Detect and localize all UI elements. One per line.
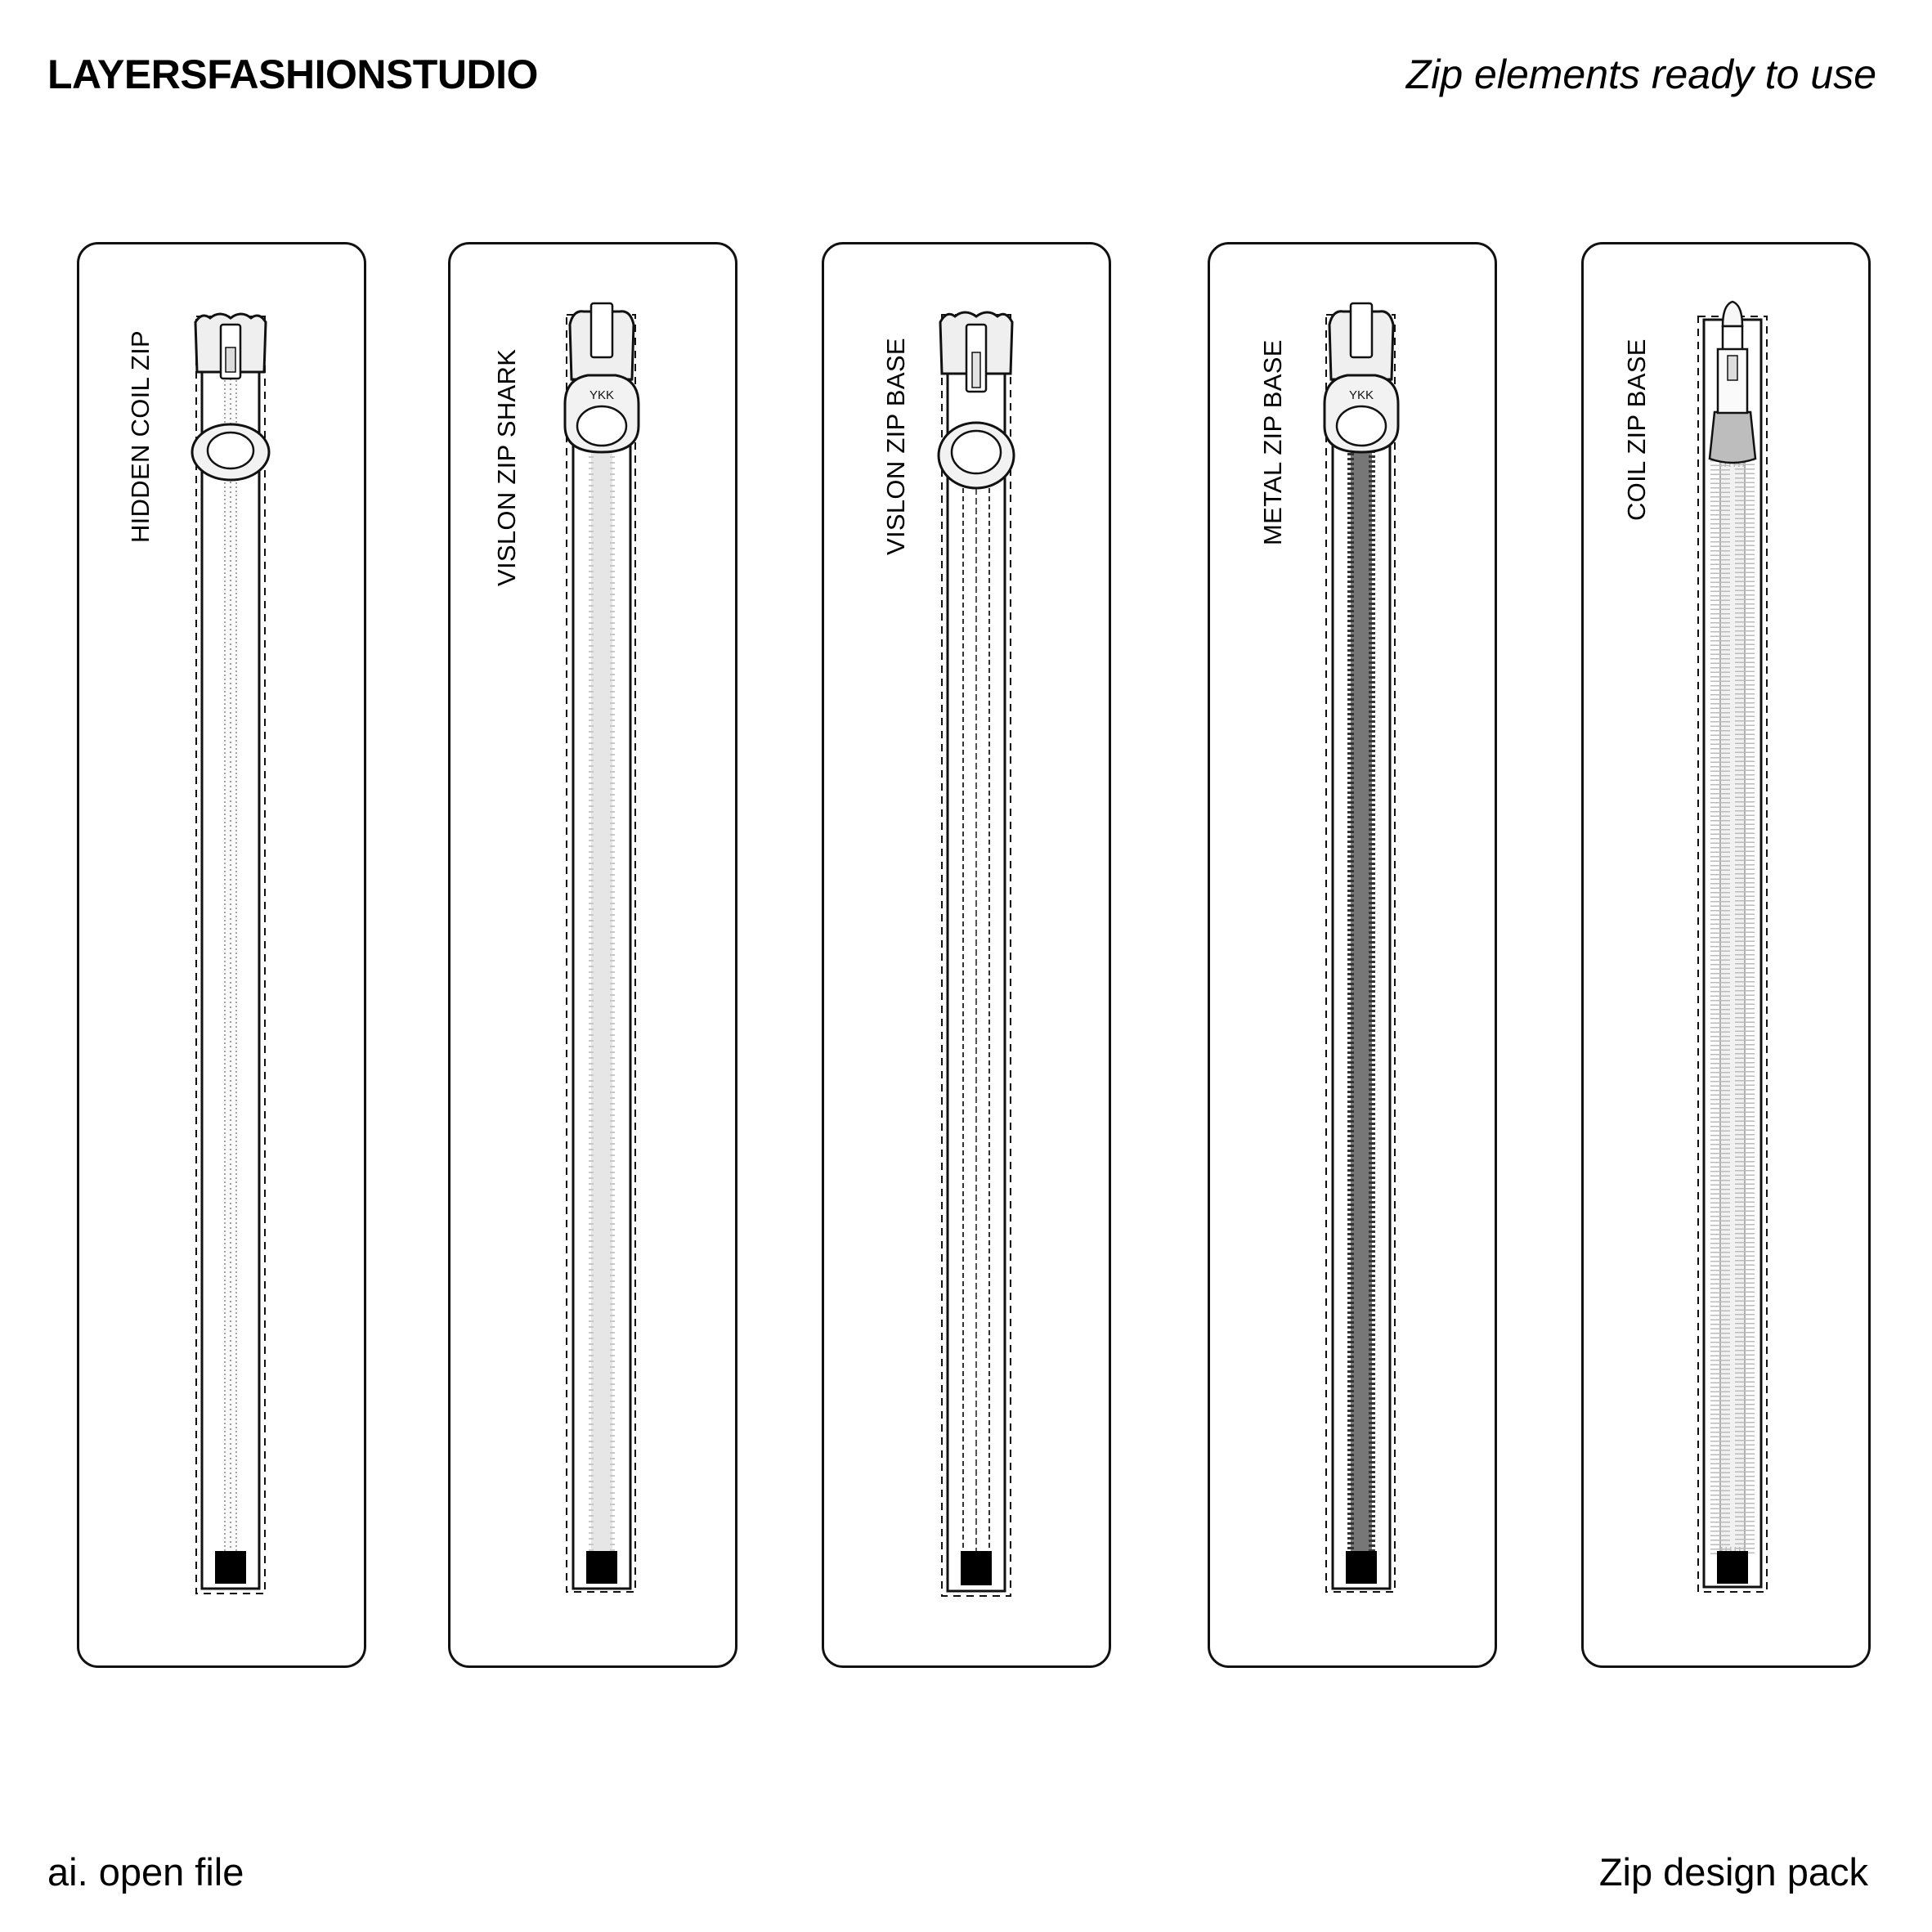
vislon-base-zip-illustration [824,244,1114,1670]
zip-slider [565,303,639,452]
metal-zip-illustration [1210,244,1499,1670]
zip-stopper [215,1551,246,1584]
zip-card-metal[interactable] [1208,242,1497,1668]
zip-stopper [1346,1551,1377,1584]
hidden-coil-zip-illustration [79,244,369,1670]
ykk-brand-mark: YKK [589,388,615,402]
zip-label-coil: COIL ZIP BASE [1622,338,1651,521]
ykk-brand-mark: YKK [1348,388,1374,402]
zip-card-coil[interactable] [1581,242,1871,1668]
brand-title: LAYERSFASHIONSTUDIO [47,52,538,97]
zip-label-hidden-coil: HIDDEN COIL ZIP [126,330,155,543]
zip-card-hidden-coil[interactable] [77,242,366,1668]
zip-label-vislon-shark: VISLON ZIP SHARK [492,348,521,586]
zip-stopper [961,1551,992,1585]
zip-card-vislon-shark[interactable] [448,242,737,1668]
zip-card-vislon-base[interactable] [822,242,1111,1668]
zip-label-vislon-base: VISLON ZIP BASE [881,338,910,555]
footer-file-note: ai. open file [47,1850,244,1894]
zip-stopper [1717,1551,1748,1584]
footer-pack-name: Zip design pack [1598,1850,1868,1894]
zip-slider [1325,303,1398,452]
tagline: Zip elements ready to use [1405,52,1876,97]
zip-stopper [586,1551,617,1584]
zip-chain [591,392,612,1557]
zip-label-metal: METAL ZIP BASE [1258,339,1287,545]
